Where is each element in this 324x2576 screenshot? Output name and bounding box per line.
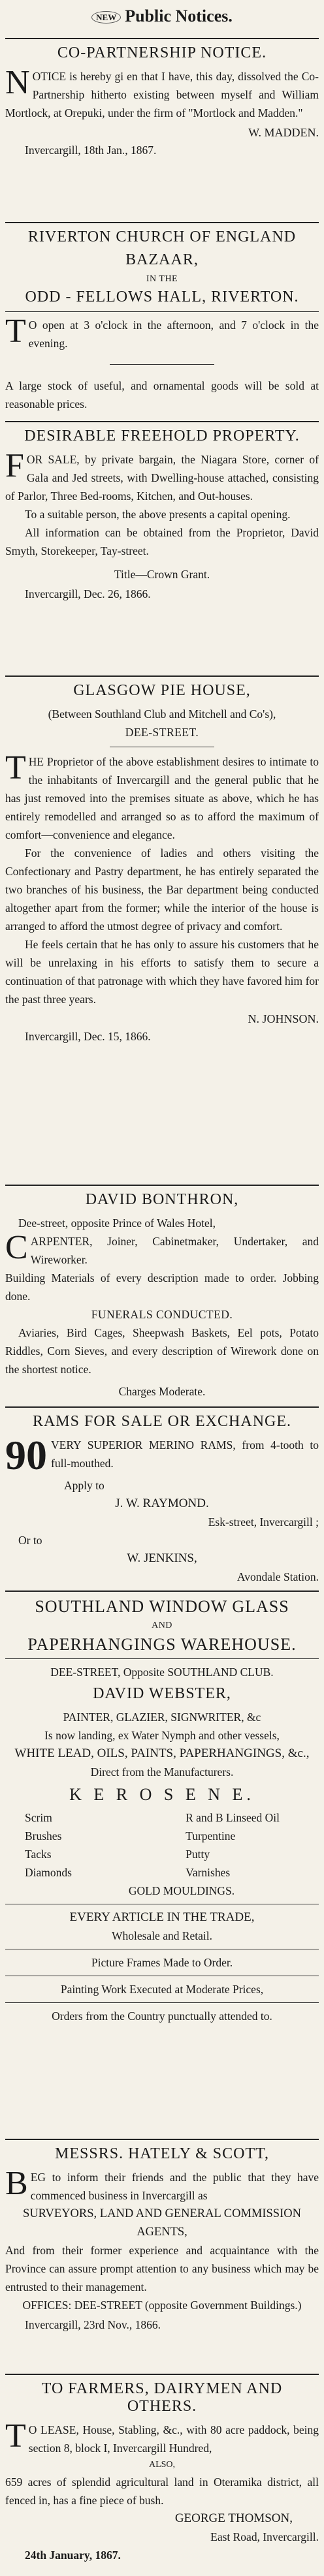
supplies-left [5,1808,72,1882]
glasgow-p3: He feels certain that he has only to assure his customers that he will be unrelaxing in his efforts to satisfy them to secure a continuation of that patronage with which they have favored him for the past three years. [5,938,319,1006]
freehold-notice [5,427,319,669]
farmers-p1: T O LEASE, House, Stabling, &c., with 80 acre paddock, being section 8, block I, Invercargill Hundred, [5,2417,319,2455]
window-orders: Orders from the Country punctually attended to. [52,2010,272,2023]
dropcap: F [5,447,24,484]
divider [5,675,319,677]
kerosene-heading: K E R O S E N E. [69,1785,255,1804]
hately-role: SURVEYORS, LAND AND GENERAL COMMISSION AGENTS, [23,2207,301,2239]
supply-item: Diamonds [25,1866,72,1879]
window-street: DEE-STREET, Opposite SOUTHLAND CLUB. [50,1666,274,1679]
divider [5,1658,319,1659]
glasgow-street: DEE-STREET. [125,726,199,739]
window-line2: PAPERHANGINGS WAREHOUSE. [27,1635,297,1654]
glasgow-subtitle: (Between Southland Club and Mitchell and Co's), [48,707,276,721]
supply-item: Putty [186,1848,210,1861]
rams-notice [5,1413,319,1584]
hately-p2: And from their former experience and acquaintance with the Province can assure prompt attention to any business which may be entrusted to their management. [5,2244,319,2293]
supply-item: Scrim [25,1811,52,1824]
farmers-title: TO FARMERS, DAIRYMEN AND OTHERS. [41,2380,283,2415]
window-name: DAVID WEBSTER, [93,1685,231,1702]
farmers-date: 24th January, 1867. [25,2549,121,2562]
farmers-addr: East Road, Invercargill. [210,2530,319,2543]
freehold-title-note: Title—Crown Grant. [114,568,210,581]
rams-addr1: Esk-street, Invercargill ; [208,1515,319,1529]
bonthron-funerals: FUNERALS CONDUCTED. [91,1308,233,1321]
divider [5,2139,319,2140]
divider [5,38,319,39]
bonthron-charges: Charges Moderate. [118,1385,206,1398]
bazaar-note: A large stock of useful, and ornamental goods will be sold at reasonable prices. [5,379,319,411]
window-and: AND [152,1621,172,1630]
rams-addr2: Avondale Station. [236,1570,319,1583]
supplies-right [186,1808,319,1882]
newspaper-column [5,0,319,2576]
copartnership-notice [5,44,319,215]
signature: N. JOHNSON. [248,1012,319,1025]
hately-p1: BEG to inform their friends and the public that they have commenced business in Invercargill as [5,2165,319,2202]
bazaar-line4: ODD - FELLOWS HALL, RIVERTON. [25,288,299,305]
divider [5,1591,319,1592]
bonthron-address: Dee-street, opposite Prince of Wales Hotel, [18,1217,216,1230]
dropcap: T [5,313,26,350]
supply-item: Turpentine [186,1829,236,1842]
bazaar-body: T O open at 3 o'clock in the afternoon, and 7 o'clock in the evening. [5,313,319,350]
rams-body: 90 VERY SUPERIOR MERINO RAMS, from 4-tooth to full-mouthed. [5,1432,319,1478]
date: Invercargill, 18th Jan., 1867. [25,144,157,157]
freehold-p2: To a suitable person, the above presents a capital opening. [25,508,291,521]
divider [5,2374,319,2375]
bazaar-line1: RIVERTON CHURCH OF ENGLAND [27,228,297,245]
hately-title: MESSRS. HATELY & SCOTT, [55,2145,269,2162]
window-wholesale: Wholesale and Retail. [111,1929,213,1942]
dropcap: T [5,2417,26,2455]
new-stamp: NEW [91,11,121,23]
public-notices-header [5,0,319,31]
farmers-notice [5,2380,319,2576]
date: Invercargill, Dec. 15, 1866. [25,1030,151,1043]
window-gold: GOLD MOULDINGS. [128,1884,235,1897]
rams-orto: Or to [18,1534,42,1547]
window-trade: PAINTER, GLAZIER, SIGNWRITER, &c [63,1711,261,1724]
window-every: EVERY ARTICLE IN THE TRADE, [69,1910,255,1924]
bonthron-title: DAVID BONTHRON, [85,1191,239,1208]
dropcap: T [5,749,26,786]
glasgow-p1: THE Proprietor of the above establishment desires to intimate to the inhabitants of Invercargill and the general public that he has just removed into the premises situate as above, which he has entirely remodelled and arranged so as to afford the maximum of comfort—convenience and elegance. [5,749,319,841]
bonthron-p2: Building Materials of every description made to order. Jobbing done. [5,1271,319,1303]
date: Invercargill, Dec. 26, 1866. [25,587,151,600]
window-direct: Direct from the Manufacturers. [90,1765,234,1778]
hately-offices: OFFICES: DEE-STREET (opposite Government Buildings.) [22,2299,302,2312]
window-p1: Is now landing, ex Water Nymph and other vessels, [44,1729,280,1742]
rams-apply: Apply to [64,1479,105,1492]
dropcap: B [5,2165,28,2202]
supply-item: Brushes [25,1829,62,1842]
window-goods: WHITE LEAD, OILS, PAINTS, PAPERHANGINGS, &c., [14,1746,310,1760]
divider [5,311,319,312]
date: Invercargill, 23rd Nov., 1866. [25,2318,161,2331]
glasgow-title: GLASGOW PIE HOUSE, [73,682,251,699]
freehold-p3: All information can be obtained from the Proprietor, David Smyth, Storekeeper, Tay-street. [5,526,319,557]
farmers-p2: 659 acres of splendid agricultural land in Oteramika district, all fenced in, has a fine piece of bush. [5,2475,319,2507]
window-line1: SOUTHLAND WINDOW GLASS [35,1597,289,1616]
rams-number: 90 [5,1432,47,1478]
supply-item: Tacks [25,1848,52,1861]
hately-scott-notice [5,2145,319,2367]
window-painting: Painting Work Executed at Moderate Prices, [60,1983,264,1996]
divider [5,1406,319,1408]
farmers-also: ALSO, [148,2460,176,2470]
supplies-columns [5,1808,319,1882]
supply-item: R and B Linseed Oil [186,1811,280,1824]
notice-body: NOTICE is hereby gi en that I have, this day, dissolved the Co-Partnership hitherto existing between myself and William Mortlock, at Orepuki, under the firm of "Mortlock and Madden." [5,64,319,119]
freehold-body: FOR SALE, by private bargain, the Niagara Store, corner of Gala and Jed streets, with Dwelling-house attached, consisting of Parlor, Three Bed-rooms, Kitchen, and Out-houses. [5,447,319,503]
bonthron-p1: CARPENTER, Joiner, Cabinetmaker, Undertaker, and Wireworker. [5,1229,319,1266]
glasgow-pie-house-notice [5,682,319,1178]
farmers-name: GEORGE THOMSON, [174,2511,293,2525]
divider [5,2002,319,2003]
bazaar-line3: IN THE [146,274,178,284]
bonthron-p3: Aviaries, Bird Cages, Sheepwash Baskets, Eel pots, Potato Riddles, Corn Sieves, and every description of Wirework done on the shortest notice. [5,1326,319,1376]
window-frames: Picture Frames Made to Order. [91,1956,233,1969]
bonthron-notice [5,1191,319,1400]
dropcap: C [5,1229,28,1266]
window-glass-notice [5,1597,319,2132]
rams-name2: W. JENKINS, [127,1551,197,1565]
bazaar-line2: BAZAAR, [125,251,199,268]
divider [5,1185,319,1186]
supply-item: Varnishes [186,1866,231,1879]
glasgow-p2: For the convenience of ladies and others visiting the Confectionary and Pastry department, he has entirely separated the two branches of his business, the Bar department being conducted altogether apart from the former; while the interior of the house is arranged to afford the utmost degree of privacy and comfort. [5,846,319,933]
divider [110,364,214,365]
rams-title: RAMS FOR SALE OR EXCHANGE. [32,1413,292,1430]
divider [5,421,319,422]
divider [5,222,319,223]
bazaar-notice [5,228,319,414]
section-title: Public Notices. [125,7,233,25]
dropcap: N [5,64,30,101]
rams-name1: J. W. RAYMOND. [115,1497,209,1510]
signature: W. MADDEN. [248,126,319,139]
freehold-title: DESIRABLE FREEHOLD PROPERTY. [24,427,300,444]
notice-title: CO-PARTNERSHIP NOTICE. [57,44,267,61]
